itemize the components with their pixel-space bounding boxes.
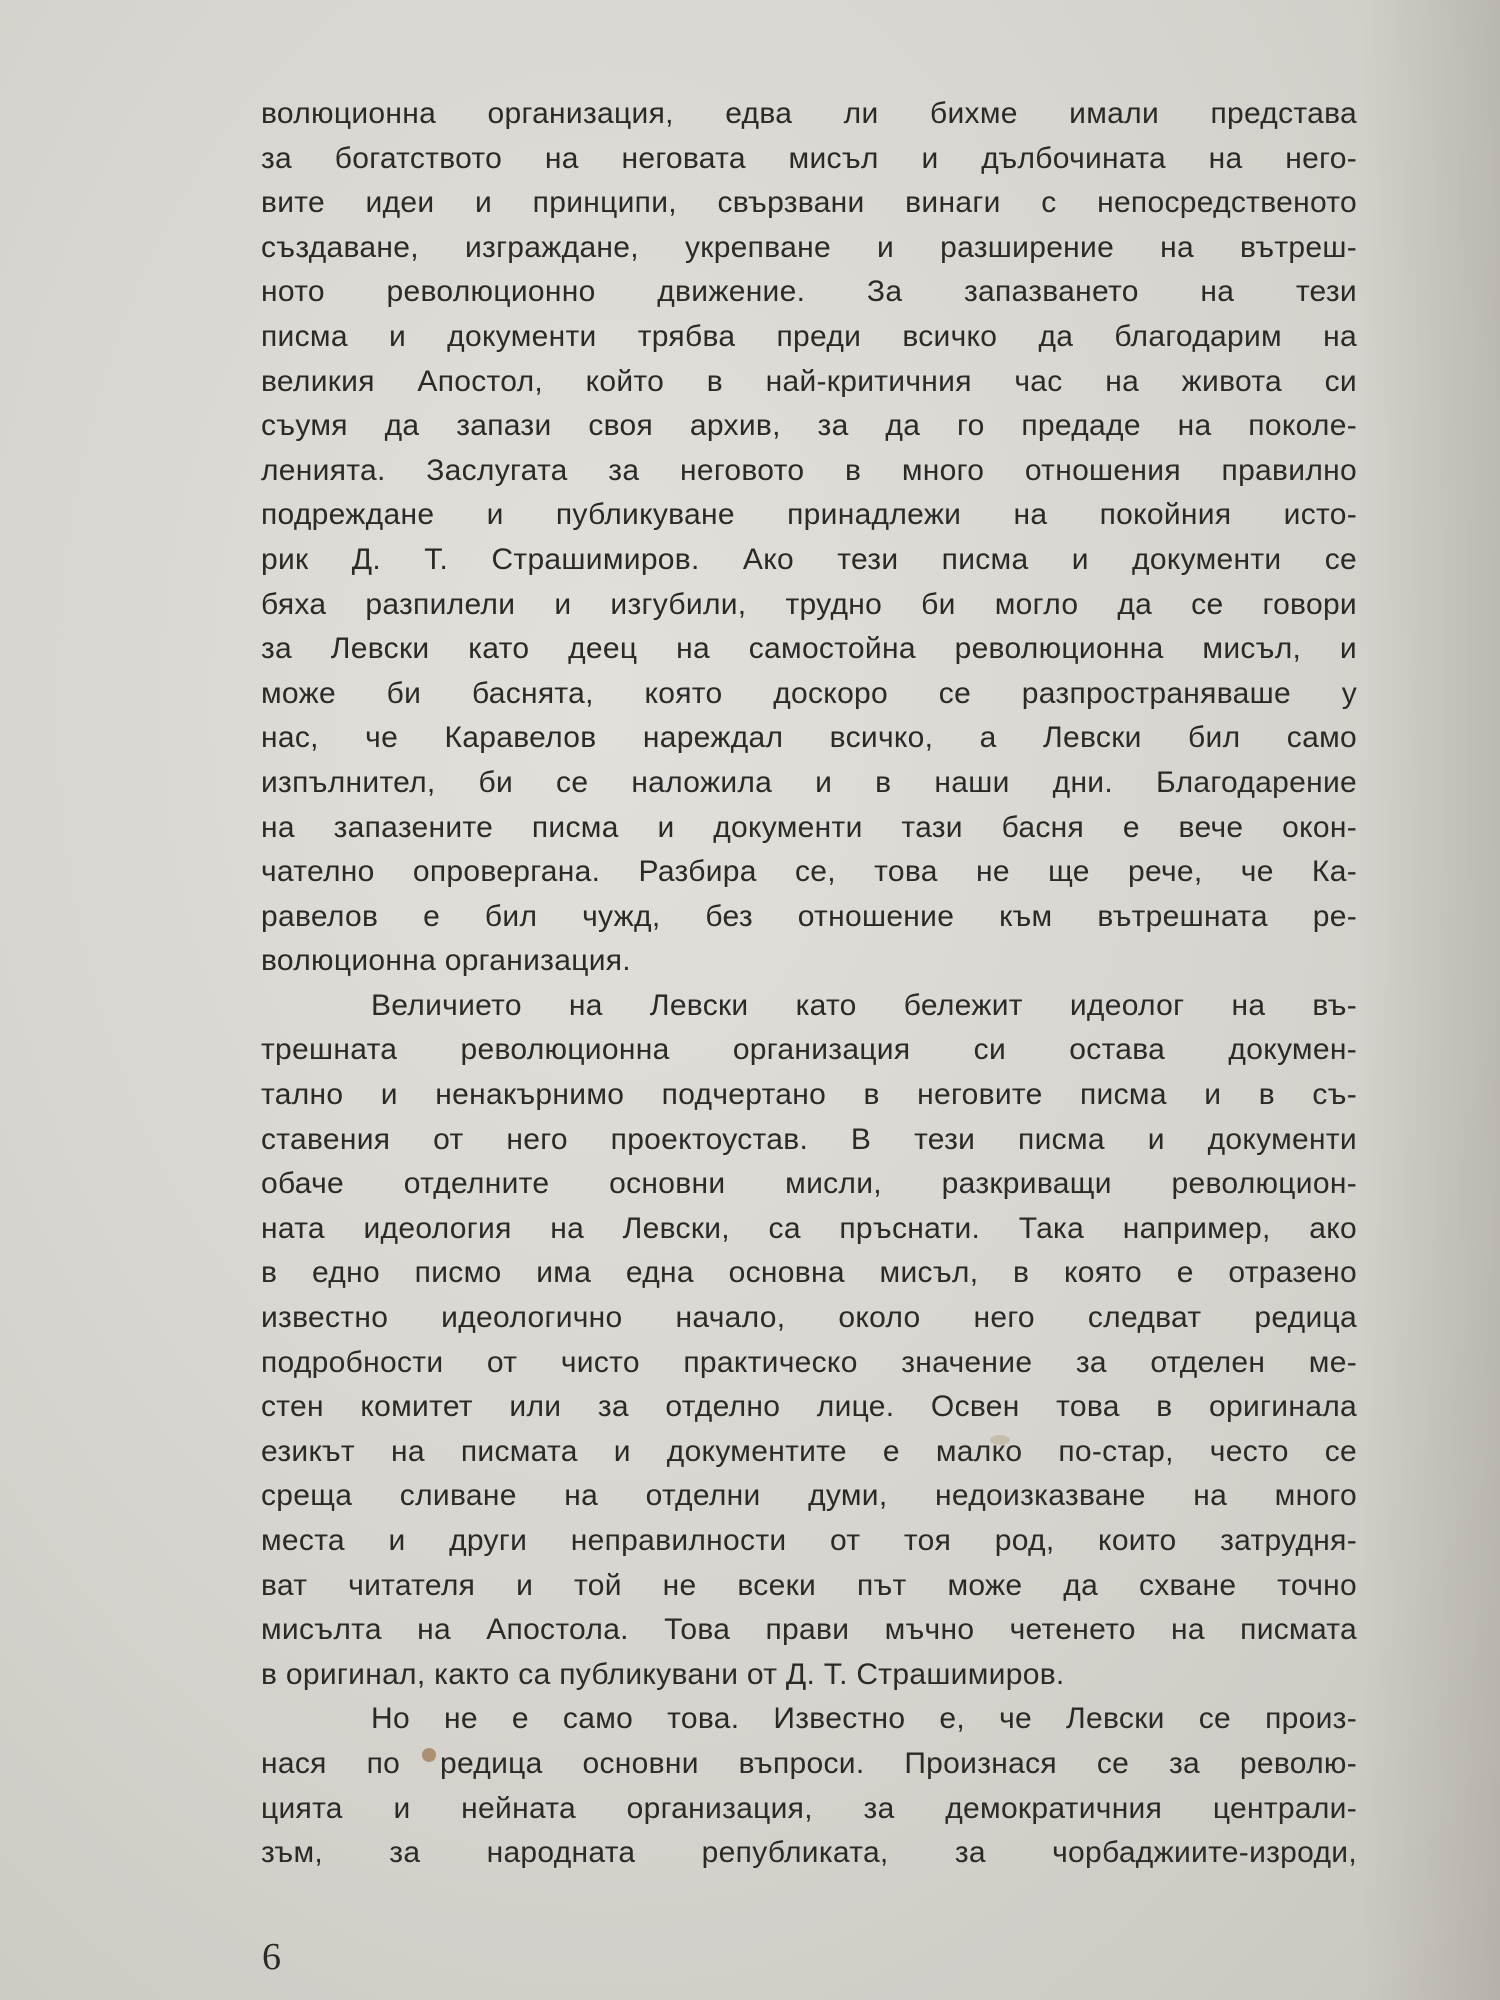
text-line: създаване, изграждане, укрепване и разширение на вътреш- [261,230,1357,264]
text-line: нася по редица основни въпроси. Произнася се за револю- [261,1746,1357,1780]
text-line: ното революционно движение. За запазването на тези [261,275,1357,309]
text-line: Величието на Левски като бележит идеолог на въ- [371,988,1357,1022]
text-line: в едно писмо има една основна мисъл, в която е отразено [261,1256,1357,1290]
text-line: цията и нейната организация, за демократичния централи- [261,1791,1357,1825]
text-line: ставения от него проектоустав. В тези писма и документи [261,1122,1357,1156]
page-number: 6 [262,1936,281,1978]
text-line: изпълнител, би се наложила и в наши дни. Благодарение [261,765,1357,799]
text-line: обаче отделните основни мисли, разкриващи революцион- [261,1167,1357,1201]
text-line: подреждане и публикуване принадлежи на покойния исто- [261,498,1357,532]
text-line: в оригинал, както са публикувани от Д. Т. Страшимиров. [261,1657,1065,1691]
page-shadow [1360,0,1500,2000]
text-line: рик Д. Т. Страшимиров. Ако тези писма и документи се [261,542,1357,576]
text-line: езикът на писмата и документите е малко по-стар, често се [261,1434,1357,1468]
text-line: ната идеология на Левски, са пръснати. Така например, ако [261,1211,1357,1245]
paragraph [261,984,1357,1698]
text-line: стен комитет или за отделно лице. Освен това в оригинала [261,1390,1357,1424]
text-line: волюционна организация, едва ли бихме имали представа [261,97,1357,130]
paragraph [261,92,1357,984]
text-line: за Левски като деец на самостойна революционна мисъл, и [261,632,1357,666]
text-line: може би баснята, която доскоро се разпространяваше у [261,676,1357,710]
text-line: среща сливане на отделни думи, недоизказване на много [261,1479,1357,1513]
text-line: бяха разпилели и изгубили, трудно би могло да се говори [261,587,1357,621]
text-line: великия Апостол, който в най-критичния час на живота си [261,364,1357,398]
text-line: съумя да запази своя архив, за да го предаде на поколе- [261,409,1357,443]
text-line: известно идеологично начало, около него следват редица [261,1301,1357,1335]
paragraph [261,1697,1357,1875]
text-line: чателно опровергана. Разбира се, това не ще рече, че Ка- [261,855,1357,889]
text-line: вите идеи и принципи, свързвани винаги с непосредственото [261,186,1357,220]
text-line: Но не е само това. Известно е, че Левски се произ- [371,1702,1357,1736]
text-line: мисълта на Апостола. Това прави мъчно четенето на писмата [261,1613,1357,1647]
text-line: нас, че Каравелов нареждал всичко, а Левски бил само [261,721,1357,755]
text-line: ват читателя и той не всеки път може да схване точно [261,1568,1357,1602]
text-line: на запазените писма и документи тази басня е вече окон- [261,810,1357,844]
text-line: трешната революционна организация си остава докумен- [261,1033,1357,1067]
text-line: подробности от чисто практическо значение за отделен ме- [261,1345,1357,1379]
text-line: волюционна организация. [261,944,631,978]
text-line: писма и документи трябва преди всичко да благодарим на [261,319,1357,353]
text-line: за богатството на неговата мисъл и дълбочината на него- [261,141,1357,175]
text-line: ленията. Заслугата за неговото в много отношения правилно [261,453,1357,487]
text-line: равелов е бил чужд, без отношение към вътрешната ре- [261,899,1357,933]
text-line: тално и ненакърнимо подчертано в неговите писма и в съ- [261,1078,1357,1112]
body-text [261,92,1357,1876]
text-line: места и други неправилности от тоя род, които затрудня- [261,1524,1357,1557]
text-line: зъм, за народната републиката, за чорбаджиите-изроди, [261,1836,1357,1870]
